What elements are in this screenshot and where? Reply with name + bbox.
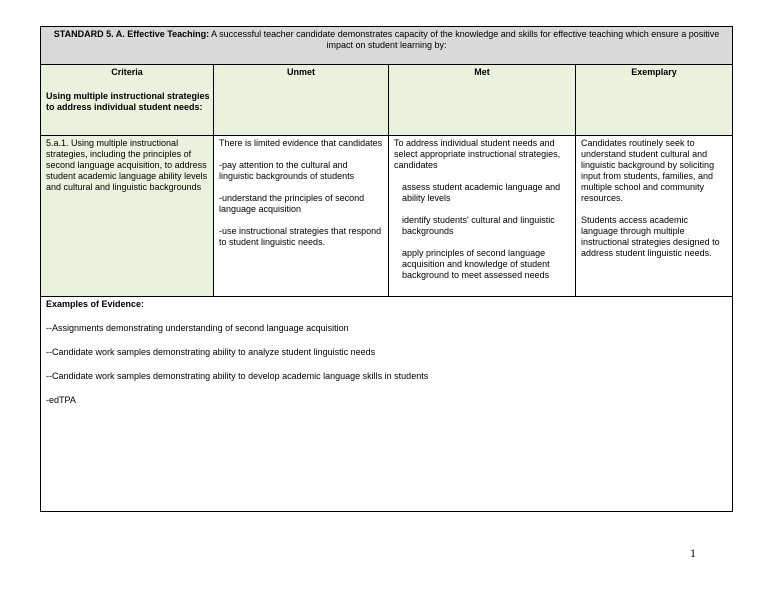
unmet-column-heading: Unmet <box>286 67 315 77</box>
standard-description: A successful teacher candidate demonstrates capacity of the knowledge and skills for effective teaching which ensure a positive impact on student learning by: <box>209 29 720 50</box>
page-number: 1 <box>690 546 696 560</box>
criterion-cell <box>41 136 214 297</box>
evidence-item: --Assignments demonstrating understanding of second language acquisition <box>46 323 349 333</box>
evidence-title: Examples of Evidence: <box>46 299 145 309</box>
met-item: identify students' cultural and linguistic backgrounds <box>402 215 555 236</box>
unmet-cell <box>214 136 389 297</box>
evidence-item: --Candidate work samples demonstrating ability to analyze student linguistic needs <box>46 347 376 357</box>
met-item: assess student academic language and ability levels <box>402 182 561 203</box>
evidence-cell <box>41 297 733 512</box>
unmet-item: -understand the principles of second language acquisition <box>219 193 365 214</box>
evidence-item: --Candidate work samples demonstrating ability to develop academic language skills in students <box>46 371 429 381</box>
criterion-text: 5.a.1. Using multiple instructional strategies, including the principles of second language acquisition, to address student academic language ability levels and cultural and linguistic backgrounds <box>46 138 208 192</box>
criteria-subheading: Using multiple instructional strategies to address individual student needs: <box>46 91 210 112</box>
exemplary-column-heading: Exemplary <box>631 67 677 77</box>
standard-title: STANDARD 5. A. Effective Teaching: <box>53 29 210 39</box>
met-item: apply principles of second language acquisition and knowledge of student background to meet assessed needs <box>402 248 550 280</box>
exemplary-header-cell <box>576 65 733 136</box>
exemplary-cell <box>576 136 733 297</box>
exemplary-item: Students access academic language through multiple instructional strategies designed to address student linguistic needs. <box>581 215 720 258</box>
met-column-heading: Met <box>474 67 490 77</box>
standard-header <box>41 27 733 65</box>
unmet-intro: There is limited evidence that candidates <box>219 138 383 148</box>
met-cell <box>389 136 576 297</box>
criteria-header-cell <box>41 65 214 136</box>
criteria-column-heading: Criteria <box>111 67 143 77</box>
rubric-table <box>40 26 733 512</box>
unmet-header-cell <box>214 65 389 136</box>
unmet-item: -use instructional strategies that respond to student linguistic needs. <box>219 226 382 247</box>
exemplary-item: Candidates routinely seek to understand student cultural and linguistic background by soliciting input from students, families, and multiple school and community resources. <box>581 138 715 203</box>
unmet-item: -pay attention to the cultural and linguistic backgrounds of students <box>219 160 355 181</box>
met-intro: To address individual student needs and select appropriate instructional strategies, candidates <box>394 138 561 170</box>
met-header-cell <box>389 65 576 136</box>
evidence-item: -edTPA <box>46 395 76 405</box>
